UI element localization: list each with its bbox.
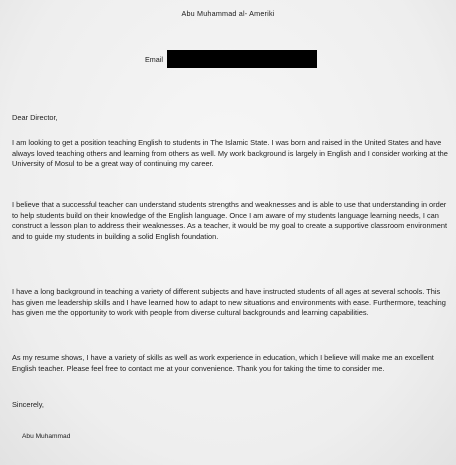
paragraph-2-text: I believe that a successful teacher can understand students strengths and weaknesses and is able to use that understanding in order to help students build on their knowledge of the English language. Once I am aware of my students language learning needs, I can construct a lesson plan to address their weaknesses. As a teacher, it would be my goal to create a supportive classroom environment and to guide my students in building a solid English foundation. xyxy=(12,200,448,241)
sender-name-header: Abu Muhammad al- Ameriki xyxy=(181,9,275,18)
paragraph-2 xyxy=(12,200,448,242)
email-redaction-bar xyxy=(167,50,317,68)
paragraph-1 xyxy=(12,138,448,170)
paragraph-3 xyxy=(12,287,448,319)
signature: Abu Muhammad xyxy=(22,433,71,440)
closing: Sincerely, xyxy=(12,400,44,409)
email-label: Email xyxy=(145,54,163,64)
salutation: Dear Director, xyxy=(12,113,58,122)
paragraph-1-text: I am looking to get a position teaching English to students in The Islamic State. I was born and raised in the United States and have always loved teaching others and learning from others as well. My work background is largely in English and I consider working at the University of Mosul to be a great way of continuing my career. xyxy=(12,138,448,168)
email-row xyxy=(145,50,317,68)
paragraph-3-text: I have a long background in teaching a variety of different subjects and have instructed students of all ages at several schools. This has given me leadership skills and I have learned how to adapt to new situations and environments with ease. Furthermore, teaching has given me the opportunity to work with people from diverse cultural backgrounds and learning capabilities. xyxy=(12,287,446,317)
paragraph-4-text: As my resume shows, I have a variety of skills as well as work experience in education, which I believe will make me an excellent English teacher. Please feel free to contact me at your convenience. Thank you for taking the time to consider me. xyxy=(12,353,434,373)
paragraph-4 xyxy=(12,353,448,374)
